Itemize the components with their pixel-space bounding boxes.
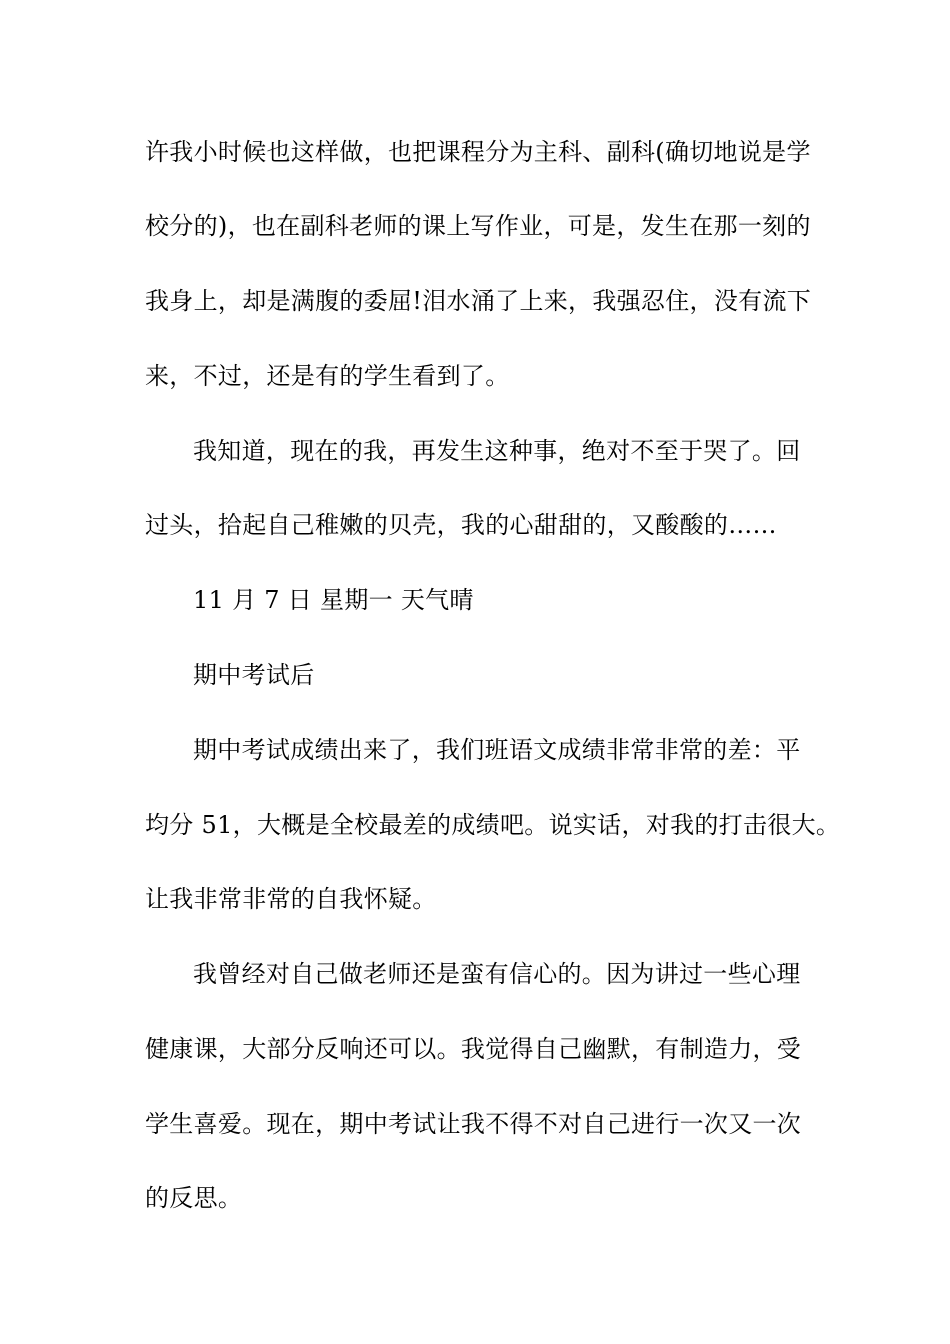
text-line: 我身上，却是满腹的委屈!泪水涌了上来，我强忍住，没有流下 [145,287,812,315]
text-line: 我曾经对自己做老师还是蛮有信心的。因为讲过一些心理 [193,960,801,988]
text-line: 期中考试成绩出来了，我们班语文成绩非常非常的差：平 [193,736,801,764]
section-title: 期中考试后 [193,661,315,689]
date-line: 11 月 7 日 星期一 天气晴 [193,586,474,614]
text-line: 来，不过，还是有的学生看到了。 [145,362,510,390]
text-line: 均分 51，大概是全校最差的成绩吧。说实话，对我的打击很大。 [145,811,841,839]
text-line: 健康课，大部分反响还可以。我觉得自己幽默，有制造力，受 [145,1035,802,1063]
text-line: 让我非常非常的自我怀疑。 [145,885,437,913]
text-line: 学生喜爱。现在，期中考试让我不得不对自己进行一次又一次 [145,1110,802,1138]
text-line: 我知道，现在的我，再发生这种事，绝对不至于哭了。回 [193,437,801,465]
text-line: 过头，拾起自己稚嫩的贝壳，我的心甜甜的，又酸酸的…… [145,511,777,539]
text-line: 的反思。 [145,1184,243,1212]
text-line: 许我小时候也这样做，也把课程分为主科、副科(确切地说是学 [145,138,811,166]
text-line: 校分的)，也在副科老师的课上写作业，可是，发生在那一刻的 [145,212,811,240]
